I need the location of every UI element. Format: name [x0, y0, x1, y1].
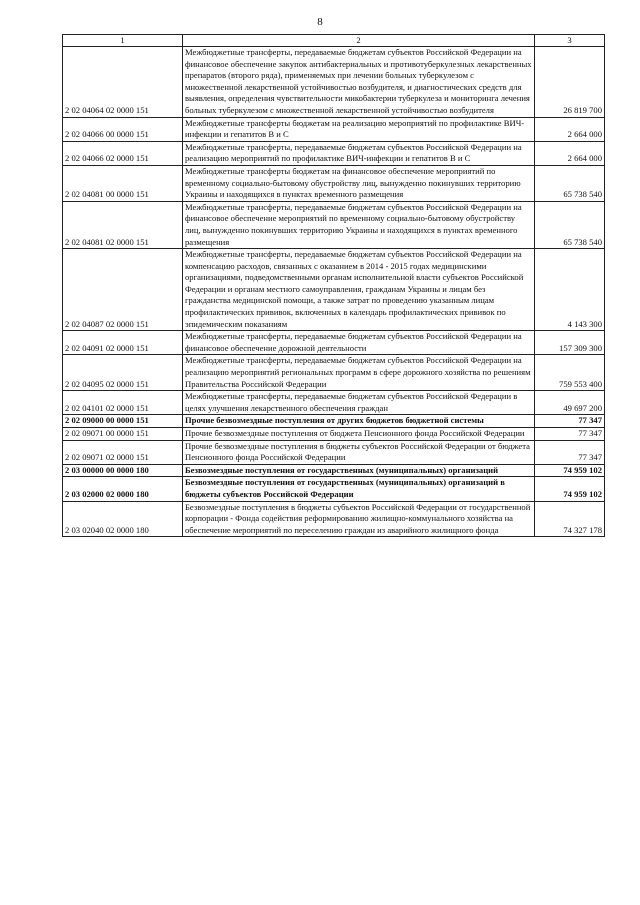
- budget-code-cell: 2 02 04095 02 0000 151: [63, 355, 183, 391]
- description-cell: Межбюджетные трансферты, передаваемые бюджетам субъектов Российской Федерации на компенсацию расходов, связанных с оказанием в 2014 - 2015 годах медицинскими организациями, подведомственными органам исполнительной власти субъектов Российской Федерации и органам местного самоуправления, гражданам Украины и лицам без гражданства медицинской помощи, а также затрат по проведению указанным лицам профилактических прививок, включенных в календарь профилактических прививок по эпидемическим показаниям: [183, 249, 535, 331]
- amount-cell: 4 143 300: [535, 249, 605, 331]
- budget-table: [62, 34, 605, 537]
- budget-code-cell: 2 03 02000 02 0000 180: [63, 477, 183, 501]
- amount-cell: 157 309 300: [535, 331, 605, 355]
- table-row: [63, 428, 605, 441]
- amount-cell: 77 347: [535, 415, 605, 428]
- budget-code-cell: 2 02 09071 00 0000 151: [63, 428, 183, 441]
- amount-cell: 77 347: [535, 428, 605, 441]
- description-cell: Безвозмездные поступления от государственных (муниципальных) организаций: [183, 464, 535, 477]
- column-header: 1: [63, 35, 183, 47]
- amount-cell: 74 959 102: [535, 464, 605, 477]
- budget-code-cell: 2 02 09071 02 0000 151: [63, 440, 183, 464]
- table-row: [63, 47, 605, 118]
- budget-code-cell: 2 02 04101 02 0000 151: [63, 391, 183, 415]
- amount-cell: 65 738 540: [535, 201, 605, 248]
- amount-cell: 2 664 000: [535, 141, 605, 165]
- amount-cell: 26 819 700: [535, 47, 605, 118]
- budget-code-cell: 2 03 02040 02 0000 180: [63, 501, 183, 537]
- budget-code-cell: 2 02 04081 02 0000 151: [63, 201, 183, 248]
- amount-cell: 65 738 540: [535, 165, 605, 201]
- column-header: 3: [535, 35, 605, 47]
- amount-cell: 74 327 178: [535, 501, 605, 537]
- table-row: [63, 331, 605, 355]
- amount-cell: 759 553 400: [535, 355, 605, 391]
- description-cell: Безвозмездные поступления в бюджеты субъектов Российской Федерации от государственной корпорации - Фонда содействия реформированию жилищно-коммунального хозяйства на обеспечение мероприятий по переселению граждан из аварийного жилищного фонда: [183, 501, 535, 537]
- header-row: [63, 35, 605, 47]
- description-cell: Прочие безвозмездные поступления в бюджеты субъектов Российской Федерации от бюджета Пенсионного фонда Российской Федерации: [183, 440, 535, 464]
- table-row: [63, 391, 605, 415]
- amount-cell: 49 697 200: [535, 391, 605, 415]
- budget-code-cell: 2 02 04091 02 0000 151: [63, 331, 183, 355]
- budget-code-cell: 2 02 04066 02 0000 151: [63, 141, 183, 165]
- description-cell: Прочие безвозмездные поступления от бюджета Пенсионного фонда Российской Федерации: [183, 428, 535, 441]
- table-row: [63, 415, 605, 428]
- page-number: 8: [317, 16, 323, 28]
- table-row: [63, 249, 605, 331]
- column-header: 2: [183, 35, 535, 47]
- description-cell: Безвозмездные поступления от государственных (муниципальных) организаций в бюджеты субъектов Российской Федерации: [183, 477, 535, 501]
- description-cell: Межбюджетные трансферты, передаваемые бюджетам субъектов Российской Федерации в целях улучшения лекарственного обеспечения граждан: [183, 391, 535, 415]
- table-row: [63, 201, 605, 248]
- budget-code-cell: 2 02 04066 00 0000 151: [63, 117, 183, 141]
- table-row: [63, 117, 605, 141]
- amount-cell: 74 959 102: [535, 477, 605, 501]
- budget-code-cell: 2 02 04081 00 0000 151: [63, 165, 183, 201]
- amount-cell: 2 664 000: [535, 117, 605, 141]
- description-cell: Межбюджетные трансферты бюджетам на финансовое обеспечение мероприятий по временному социально-бытовому обустройству лиц, вынужденно покинувших территорию Украины и находящихся в пунктах временного размещения: [183, 165, 535, 201]
- description-cell: Межбюджетные трансферты бюджетам на реализацию мероприятий по профилактике ВИЧ-инфекции и гепатитов В и С: [183, 117, 535, 141]
- table-row: [63, 355, 605, 391]
- table-row: [63, 440, 605, 464]
- description-cell: Межбюджетные трансферты, передаваемые бюджетам субъектов Российской Федерации на финансовое обеспечение дорожной деятельности: [183, 331, 535, 355]
- table-row: [63, 501, 605, 537]
- table-row: [63, 477, 605, 501]
- budget-code-cell: 2 03 00000 00 0000 180: [63, 464, 183, 477]
- budget-code-cell: 2 02 04064 02 0000 151: [63, 47, 183, 118]
- description-cell: Прочие безвозмездные поступления от других бюджетов бюджетной системы: [183, 415, 535, 428]
- description-cell: Межбюджетные трансферты, передаваемые бюджетам субъектов Российской Федерации на реализацию мероприятий по профилактике ВИЧ-инфекции и гепатитов В и С: [183, 141, 535, 165]
- description-cell: Межбюджетные трансферты, передаваемые бюджетам субъектов Российской Федерации на реализацию мероприятий региональных программ в сфере дорожного хозяйства по решениям Правительства Российской Федерации: [183, 355, 535, 391]
- table-row: [63, 165, 605, 201]
- budget-code-cell: 2 02 09000 00 0000 151: [63, 415, 183, 428]
- table-row: [63, 141, 605, 165]
- table-row: [63, 464, 605, 477]
- budget-code-cell: 2 02 04087 02 0000 151: [63, 249, 183, 331]
- description-cell: Межбюджетные трансферты, передаваемые бюджетам субъектов Российской Федерации на финансовое обеспечение мероприятий по временному социально-бытовому обустройству лиц, вынужденно покинувших территорию Украины и находящихся в пунктах временного размещения: [183, 201, 535, 248]
- amount-cell: 77 347: [535, 440, 605, 464]
- description-cell: Межбюджетные трансферты, передаваемые бюджетам субъектов Российской Федерации на финансовое обеспечение закупок антибактериальных и противотуберкулезных лекарственных препаратов (второго ряда), применяемых при лечении больных туберкулезом с множественной лекарственной устойчивостью возбудителя, и диагностических средств для выявления, определения чувствительности микобактерии туберкулеза и мониторинга лечения больных туберкулезом с множественной лекарственной устойчивостью возбудителя: [183, 47, 535, 118]
